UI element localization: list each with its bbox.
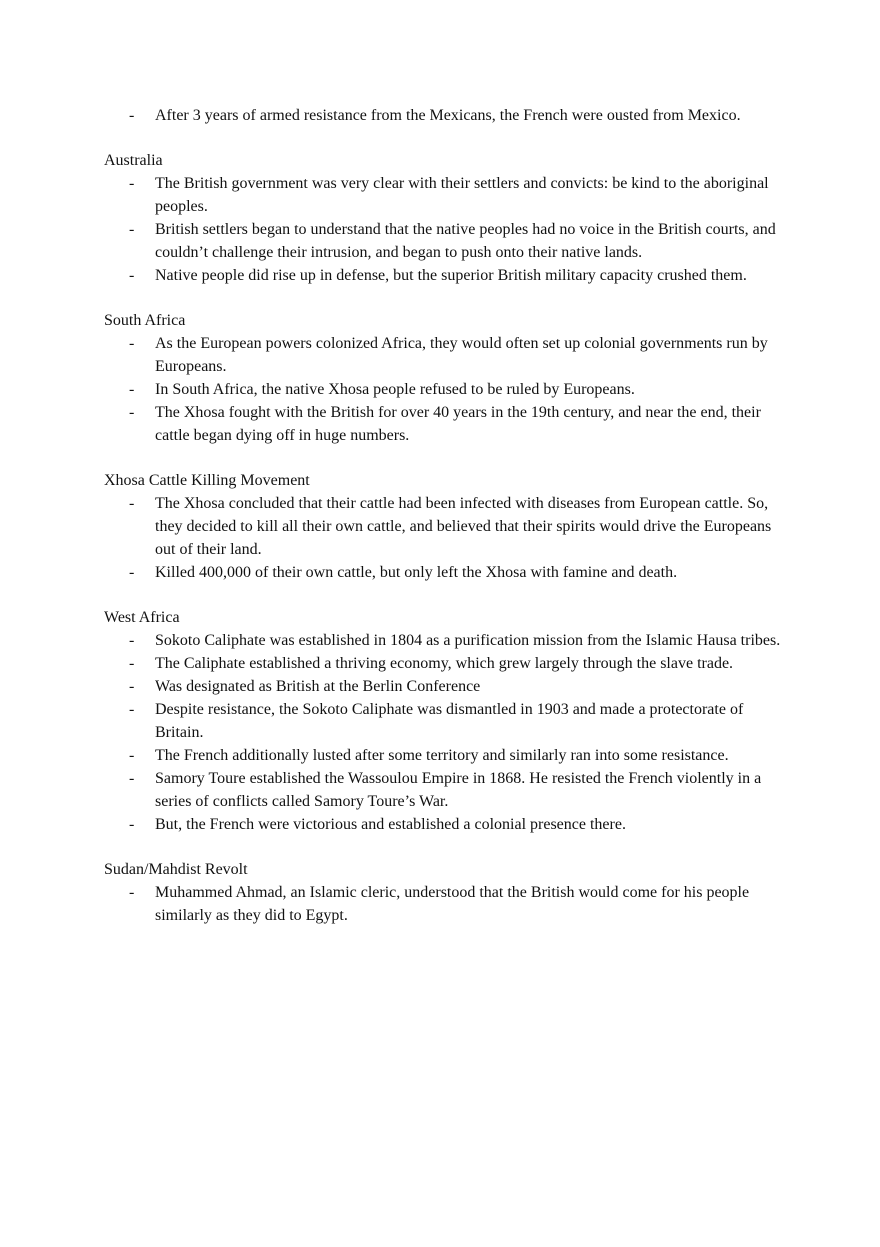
section — [104, 309, 784, 447]
bullet-text: The Caliphate established a thriving economy, which grew largely through the slave trade. — [155, 655, 734, 672]
bullet-dash: - — [129, 175, 135, 192]
bullet-text: But, the French were victorious and established a colonial presence there. — [155, 816, 626, 833]
list-item — [104, 561, 784, 584]
section — [104, 606, 784, 836]
list-item — [104, 401, 784, 447]
bullet-text: The British government was very clear with their settlers and convicts: be kind to the aboriginal peoples. — [155, 175, 769, 215]
list-item — [104, 104, 784, 127]
bullet-dash: - — [129, 495, 135, 512]
bullet-dash: - — [129, 632, 135, 649]
list-item — [104, 881, 784, 927]
list-item — [104, 767, 784, 813]
section-heading: Sudan/Mahdist Revolt — [104, 861, 248, 878]
bullet-dash: - — [129, 678, 135, 695]
bullet-dash: - — [129, 267, 135, 284]
bullet-text: The Xhosa fought with the British for over 40 years in the 19th century, and near the end, their cattle began dying off in huge numbers. — [155, 404, 761, 444]
bullet-dash: - — [129, 107, 135, 124]
list-item — [104, 218, 784, 264]
list-item — [104, 332, 784, 378]
section — [104, 149, 784, 287]
bullet-text: After 3 years of armed resistance from the Mexicans, the French were ousted from Mexico. — [155, 107, 741, 124]
bullet-dash: - — [129, 335, 135, 352]
bullet-text: Sokoto Caliphate was established in 1804 as a purification mission from the Islamic Hausa tribes. — [155, 632, 781, 649]
bullet-text: Despite resistance, the Sokoto Caliphate was dismantled in 1903 and made a protectorate of Britain. — [155, 701, 744, 741]
bullet-text: The French additionally lusted after some territory and similarly ran into some resistance. — [155, 747, 729, 764]
list-item — [104, 698, 784, 744]
bullet-dash: - — [129, 747, 135, 764]
bullet-text: Muhammed Ahmad, an Islamic cleric, understood that the British would come for his people similarly as they did to Egypt. — [155, 884, 750, 924]
bullet-list — [104, 172, 784, 287]
list-item — [104, 492, 784, 561]
list-item — [104, 652, 784, 675]
section — [104, 858, 784, 927]
list-item — [104, 378, 784, 401]
bullet-list — [104, 332, 784, 447]
list-item — [104, 264, 784, 287]
bullet-list — [104, 104, 784, 127]
bullet-list — [104, 492, 784, 584]
bullet-dash: - — [129, 770, 135, 787]
bullet-dash: - — [129, 816, 135, 833]
bullet-text: British settlers began to understand that the native peoples had no voice in the British courts, and couldn’t challenge their intrusion, and began to push onto their native lands. — [155, 221, 776, 261]
bullet-text: Was designated as British at the Berlin Conference — [155, 678, 481, 695]
section-heading: West Africa — [104, 609, 180, 626]
list-item — [104, 744, 784, 767]
bullet-list — [104, 881, 784, 927]
bullet-list — [104, 629, 784, 836]
bullet-dash: - — [129, 221, 135, 238]
bullet-text: Killed 400,000 of their own cattle, but only left the Xhosa with famine and death. — [155, 564, 678, 581]
bullet-dash: - — [129, 884, 135, 901]
section — [104, 469, 784, 584]
section-heading: South Africa — [104, 312, 186, 329]
bullet-dash: - — [129, 381, 135, 398]
bullet-dash: - — [129, 655, 135, 672]
bullet-dash: - — [129, 404, 135, 421]
bullet-text: As the European powers colonized Africa, they would often set up colonial governments run by Europeans. — [155, 335, 768, 375]
list-item — [104, 813, 784, 836]
section-heading: Xhosa Cattle Killing Movement — [104, 472, 310, 489]
list-item — [104, 172, 784, 218]
bullet-text: In South Africa, the native Xhosa people refused to be ruled by Europeans. — [155, 381, 635, 398]
bullet-text: Samory Toure established the Wassoulou Empire in 1868. He resisted the French violently in a series of conflicts called Samory Toure’s War. — [155, 770, 762, 810]
list-item — [104, 675, 784, 698]
list-item — [104, 629, 784, 652]
bullet-dash: - — [129, 701, 135, 718]
bullet-text: The Xhosa concluded that their cattle had been infected with diseases from European cattle. So, they decided to kill all their own cattle, and believed that their spirits would drive the Europeans out of their land. — [155, 495, 772, 558]
section-heading: Australia — [104, 152, 163, 169]
section — [104, 104, 784, 127]
bullet-dash: - — [129, 564, 135, 581]
bullet-text: Native people did rise up in defense, but the superior British military capacity crushed them. — [155, 267, 747, 284]
document-body — [104, 104, 784, 949]
